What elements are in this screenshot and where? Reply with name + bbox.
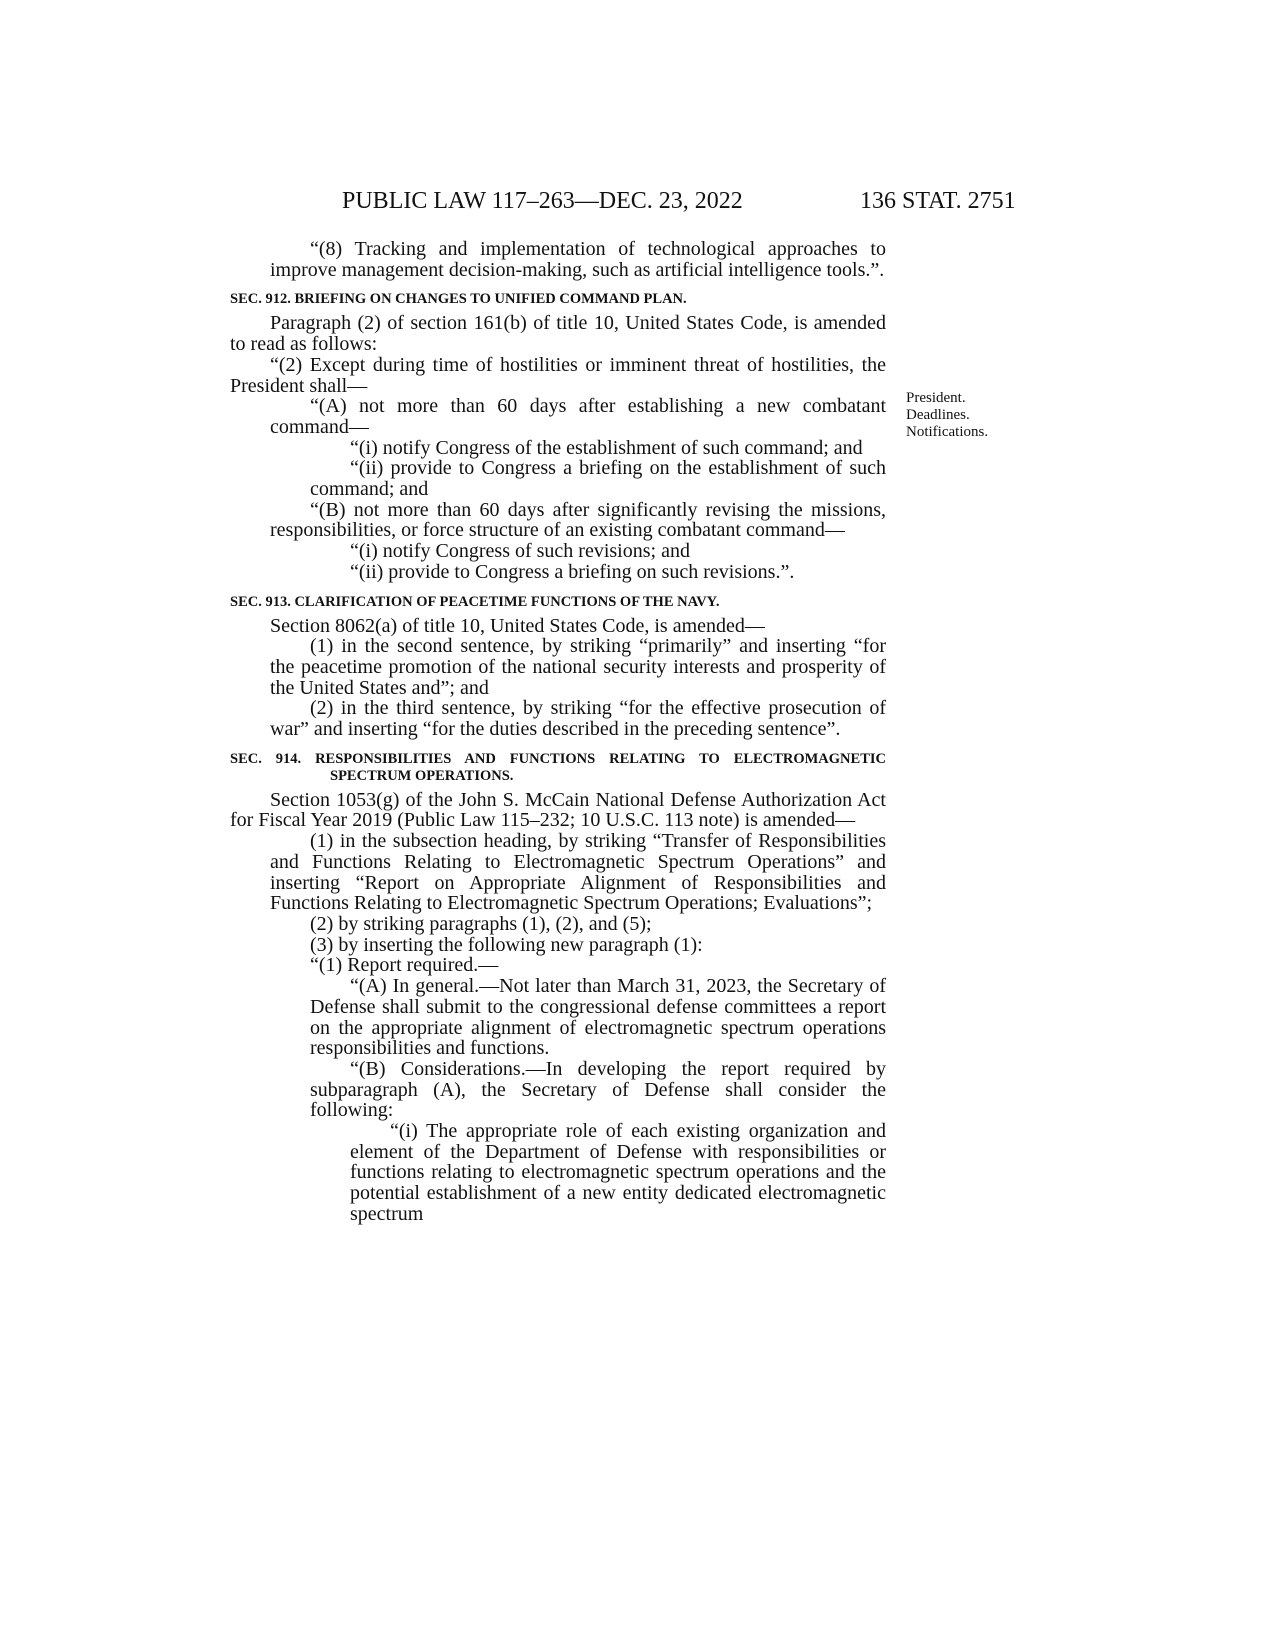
body-text <box>230 239 886 1225</box>
section-913-intro: Section 8062(a) of title 10, United States Code, is amended— <box>270 614 765 637</box>
section-912-para-2: “(2) Except during time of hostilities or imminent threat of hostilities, the President shall— <box>230 353 886 397</box>
section-914-report-B: “(B) Considerations.—In developing the report required by subparagraph (A), the Secretary of Defense shall consider the following: <box>310 1057 886 1122</box>
margin-note-line: President. <box>906 390 966 406</box>
section-914-para-3: (3) by inserting the following new paragraph (1): <box>310 933 703 956</box>
section-914-heading: SEC. 914. RESPONSIBILITIES AND FUNCTIONS RELATING TO ELECTROMAGNETIC SPECTRUM OPERATIONS. <box>230 750 886 784</box>
page-header <box>0 188 1275 218</box>
section-913-heading: SEC. 913. CLARIFICATION OF PEACETIME FUNCTIONS OF THE NAVY. <box>230 593 720 610</box>
section-913-para-1: (1) in the second sentence, by striking “primarily” and inserting “for the peacetime promotion of the national security interests and prosperity of the United States and”; and <box>270 635 886 699</box>
margin-note <box>906 390 988 441</box>
section-912-para-A: “(A) not more than 60 days after establishing a new combatant command— <box>270 395 886 438</box>
section-914-report-B-i: “(i) The appropriate role of each existing organization and element of the Department of Defense with responsibilities or functions relating to electromagnetic spectrum operations and the potential establishment of a new entity dedicated electromagnetic spectrum <box>350 1120 886 1225</box>
section-912-heading: SEC. 912. BRIEFING ON CHANGES TO UNIFIED COMMAND PLAN. <box>230 291 687 308</box>
paragraph-8: “(8) Tracking and implementation of technological approaches to improve management decision-making, such as artificial intelligence tools.”. <box>270 238 886 281</box>
section-912-para-B: “(B) not more than 60 days after significantly revising the missions, responsibilities, or force structure of an existing combatant command— <box>270 498 886 542</box>
section-912-para-B-ii: “(ii) provide to Congress a briefing on such revisions.”. <box>350 560 795 583</box>
section-914-para-1: (1) in the subsection heading, by striking “Transfer of Responsibilities and Functions Relating to Electromagnetic Spectrum Operations” and inserting “Report on Appropriate Alignment of Responsibilities and Functions Relating to Electromagnetic Spectrum Operations; Evaluations”; <box>270 830 886 915</box>
margin-note-line: Notifications. <box>906 424 989 440</box>
section-912-intro: Paragraph (2) of section 161(b) of title 10, United States Code, is amended to read as follows: <box>230 312 886 356</box>
margin-note-line: Deadlines. <box>906 407 970 423</box>
statute-page-number: 136 STAT. 2751 <box>860 188 1016 214</box>
running-head-title: PUBLIC LAW 117–263—DEC. 23, 2022 <box>342 188 743 214</box>
section-914-report-required: “(1) Report required.— <box>310 954 499 977</box>
section-912-para-B-i: “(i) notify Congress of such revisions; and <box>350 540 690 563</box>
section-912-para-A-i: “(i) notify Congress of the establishment of such command; and <box>350 436 863 459</box>
section-912-para-A-ii: “(ii) provide to Congress a briefing on the establishment of such command; and <box>310 457 886 501</box>
section-914-intro: Section 1053(g) of the John S. McCain National Defense Authorization Act for Fiscal Year 2019 (Public Law 115–232; 10 U.S.C. 113 note) is amended— <box>230 788 886 832</box>
section-914-report-A: “(A) In general.—Not later than March 31, 2023, the Secretary of Defense shall submit to the congressional defense committees a report on the appropriate alignment of electromagnetic spectrum operations responsibilities and functions. <box>310 975 886 1060</box>
section-913-para-2: (2) in the third sentence, by striking “for the effective prosecution of war” and inserting “for the duties described in the preceding sentence”. <box>270 697 886 741</box>
section-914-para-2: (2) by striking paragraphs (1), (2), and (5); <box>310 912 652 935</box>
